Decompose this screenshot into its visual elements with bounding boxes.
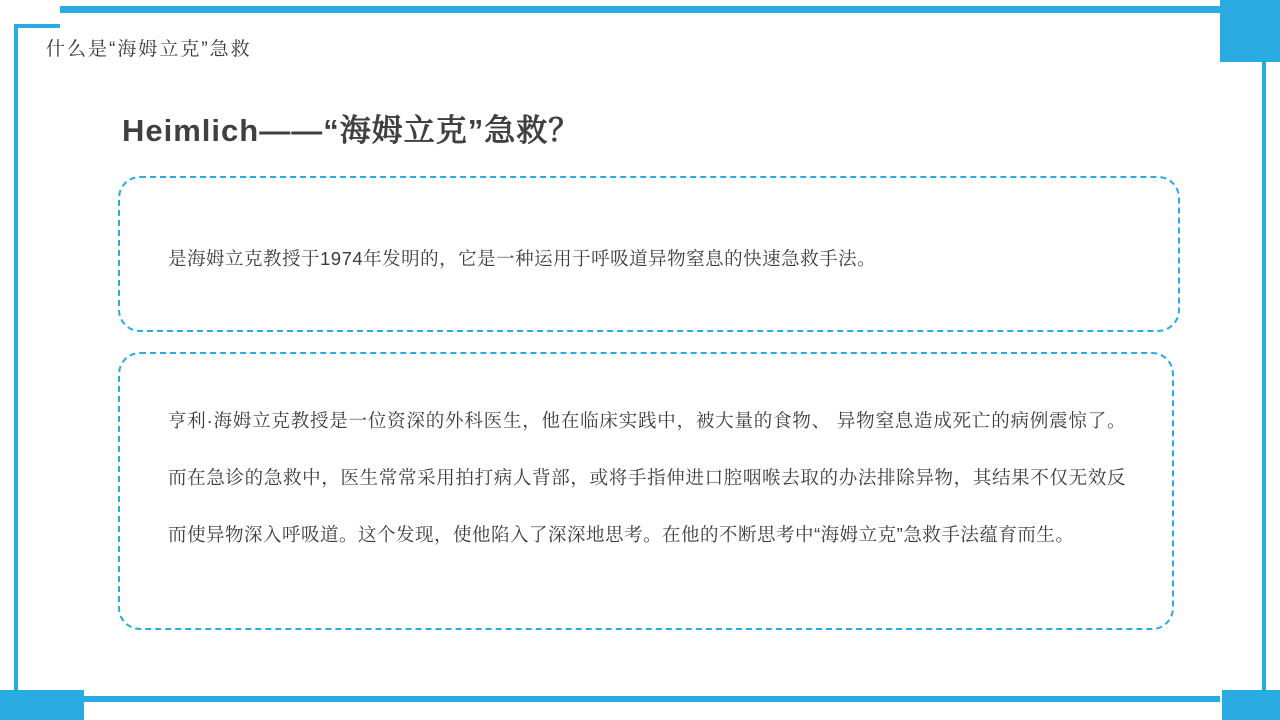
decor-top-bar	[60, 6, 1220, 13]
decor-top-right-block	[1220, 0, 1280, 62]
decor-bottom-right-block	[1222, 690, 1280, 720]
slide-header-label: 什么是“海姆立克”急救	[46, 39, 252, 60]
decor-right-rail	[1262, 62, 1266, 696]
decor-bottom-bar	[84, 696, 1220, 702]
page-title: Heimlich——“海姆立克”急救？	[122, 113, 581, 148]
decor-left-rail	[14, 24, 18, 696]
definition-text: 是海姆立克教授于1974年发明的，它是一种运用于呼吸道异物窒息的快速急救手法。	[168, 248, 877, 269]
story-box	[118, 352, 1174, 630]
decor-bottom-left-block	[0, 690, 84, 720]
decor-top-notch	[14, 24, 60, 28]
story-text: 亨利·海姆立克教授是一位资深的外科医生，他在临床实践中，被大量的食物、 异物窒息造成死亡的病例震惊了。而在急诊的急救中，医生常常采用拍打病人背部，或将手指伸进口腔咽喉去取的办法排除异物，其结果不仅无效反而使异物深入呼吸道。这个发现，使他陷入了深深地思考。在他的不断思考中“海姆立克”急救手法蕴育而生。	[168, 410, 1126, 545]
definition-box	[118, 176, 1180, 332]
